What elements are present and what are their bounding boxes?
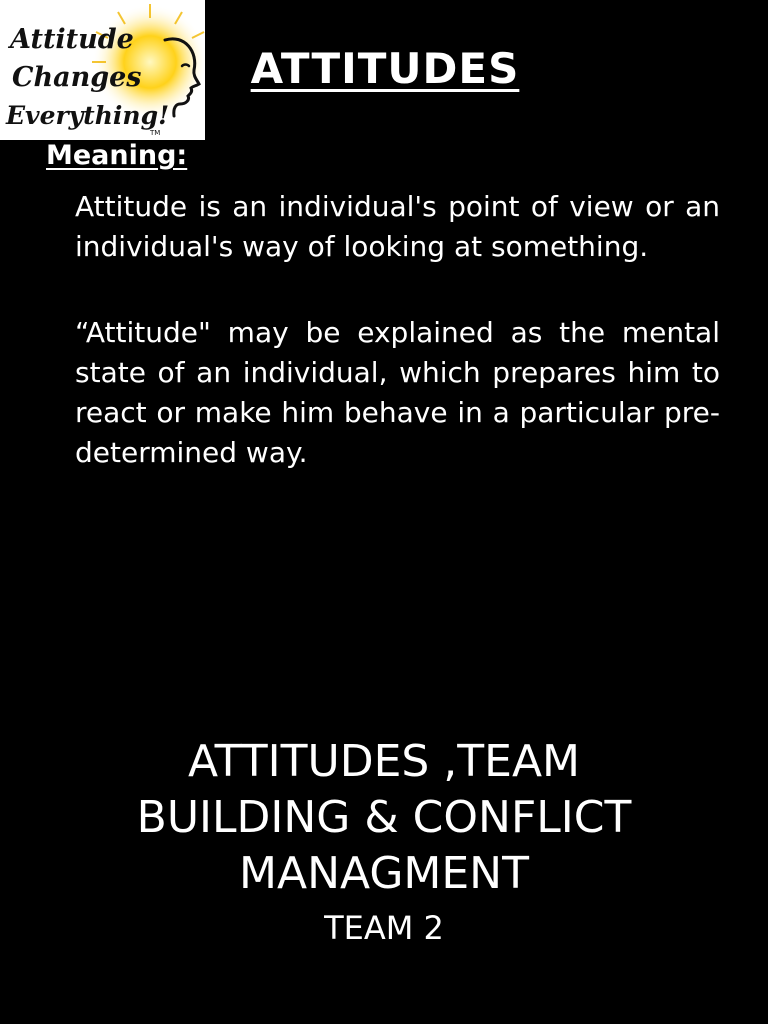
subtitle-line-1: ATTITUDES ,TEAM (187, 736, 581, 787)
trademark-label: TM (150, 129, 161, 137)
subtitle-line-2: BUILDING & CONFLICT (136, 792, 632, 843)
attitude-logo (0, 0, 205, 140)
definition-paragraph-1: Attitude is an individual's point of view or an individual's way of looking at something. (75, 190, 720, 263)
logo-line-3: Everything! (6, 101, 170, 130)
definition-paragraph-2: “Attitude" may be explained as the mental state of an individual, which prepares him to react or make him behave in a particular pre-determined way. (75, 316, 720, 469)
presentation-subtitle (40, 734, 728, 902)
team-label: TEAM 2 (324, 909, 444, 947)
logo-line-1: Attitude (10, 24, 134, 55)
subtitle-line-3: MANAGMENT (239, 848, 529, 899)
meaning-heading: Meaning: (46, 140, 188, 171)
logo-graphic (0, 0, 205, 140)
logo-line-2: Changes (12, 62, 142, 93)
page-title: ATTITUDES (250, 44, 520, 93)
